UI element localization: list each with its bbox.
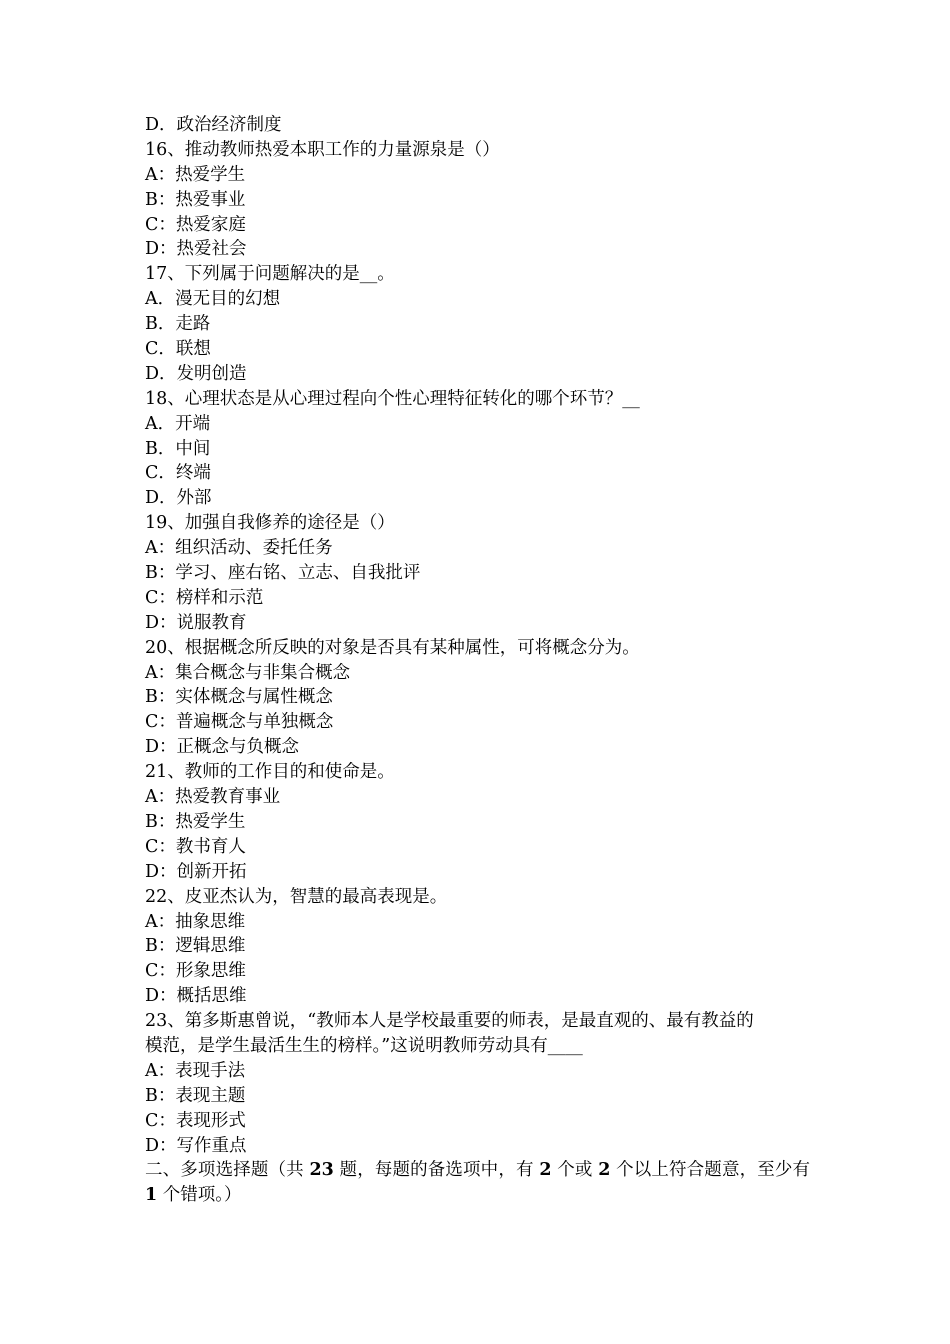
text-line: D：创新开拓 (145, 861, 247, 882)
text-line: C：形象思维 (145, 961, 246, 982)
option-line: B：表现主题 (145, 1085, 246, 1106)
option-line: D：写作重点 (145, 1135, 247, 1156)
section-2-min-correct: 2 (539, 1160, 552, 1181)
text-line: A：热爱学生 (145, 164, 246, 185)
text-line: D：热爱社会 (145, 239, 247, 260)
text-line: A：组织活动、委托任务 (145, 538, 333, 559)
section-2-text-1: 二、多项选择题（共 (145, 1160, 310, 1181)
text-line: A．漫无目的幻想 (145, 289, 281, 310)
text-line: 18、心理状态是从心理过程向个性心理特征转化的哪个环节？__ (145, 388, 640, 409)
document-body (145, 113, 810, 1208)
text-line: B：实体概念与属性概念 (145, 687, 333, 708)
text-line: D：说服教育 (145, 612, 247, 633)
section-2-min-correct-2: 2 (598, 1160, 611, 1181)
text-line: D：正概念与负概念 (145, 737, 300, 758)
text-line: D：概括思维 (145, 986, 247, 1007)
question-23-options (145, 1059, 810, 1159)
text-line: D．发明创造 (145, 363, 247, 384)
text-line: A．开端 (145, 413, 211, 434)
question-23-line-1: 23、第多斯惠曾说，“教师本人是学校最重要的师表，是最直观的、最有教益的 (145, 1011, 754, 1032)
text-line: C．终端 (145, 463, 211, 484)
text-line: 19、加强自我修养的途径是（） (145, 513, 395, 534)
text-line: A：热爱教育事业 (145, 787, 281, 808)
text-line: D．外部 (145, 488, 212, 509)
text-line: B：逻辑思维 (145, 936, 246, 957)
question-lines (145, 113, 810, 1009)
text-line: 16、推动教师热爱本职工作的力量源泉是（） (145, 139, 500, 160)
text-line: 21、教师的工作目的和使命是。 (145, 762, 395, 783)
text-line: D．政治经济制度 (145, 115, 282, 135)
section-2-heading (145, 1158, 810, 1208)
text-line: B：热爱事业 (145, 189, 246, 210)
section-2-text-5: 个错项。） (157, 1185, 242, 1206)
text-line: 17、下列属于问题解决的是__。 (145, 264, 395, 285)
section-2-count: 23 (309, 1160, 334, 1181)
option-line: C：表现形式 (145, 1110, 246, 1131)
text-line: B：学习、座右铭、立志、自我批评 (145, 563, 421, 584)
text-line: 22、皮亚杰认为，智慧的最高表现是。 (145, 886, 448, 907)
text-line: C．联想 (145, 339, 211, 360)
option-line: A：表现手法 (145, 1060, 246, 1081)
section-2-text-4: 个以上符合题意，至少有 (610, 1160, 811, 1181)
text-line: C：榜样和示范 (145, 587, 264, 608)
section-2-min-wrong: 1 (145, 1185, 158, 1206)
text-line: B．走路 (145, 314, 211, 335)
text-line: A：集合概念与非集合概念 (145, 662, 351, 683)
text-line: C：教书育人 (145, 836, 246, 857)
text-line: C：热爱家庭 (145, 214, 246, 235)
text-line: C：普遍概念与单独概念 (145, 712, 334, 733)
text-line: 20、根据概念所反映的对象是否具有某种属性，可将概念分为。 (145, 637, 640, 658)
section-2-text-2: 题，每题的备选项中，有 (333, 1160, 540, 1181)
text-line: B：热爱学生 (145, 811, 246, 832)
text-line: A：抽象思维 (145, 911, 246, 932)
section-2-text-3: 个或 (551, 1160, 599, 1181)
question-23-line-2: 模范，是学生最活生生的榜样。”这说明教师劳动具有____ (145, 1035, 583, 1056)
text-line: B．中间 (145, 438, 211, 459)
